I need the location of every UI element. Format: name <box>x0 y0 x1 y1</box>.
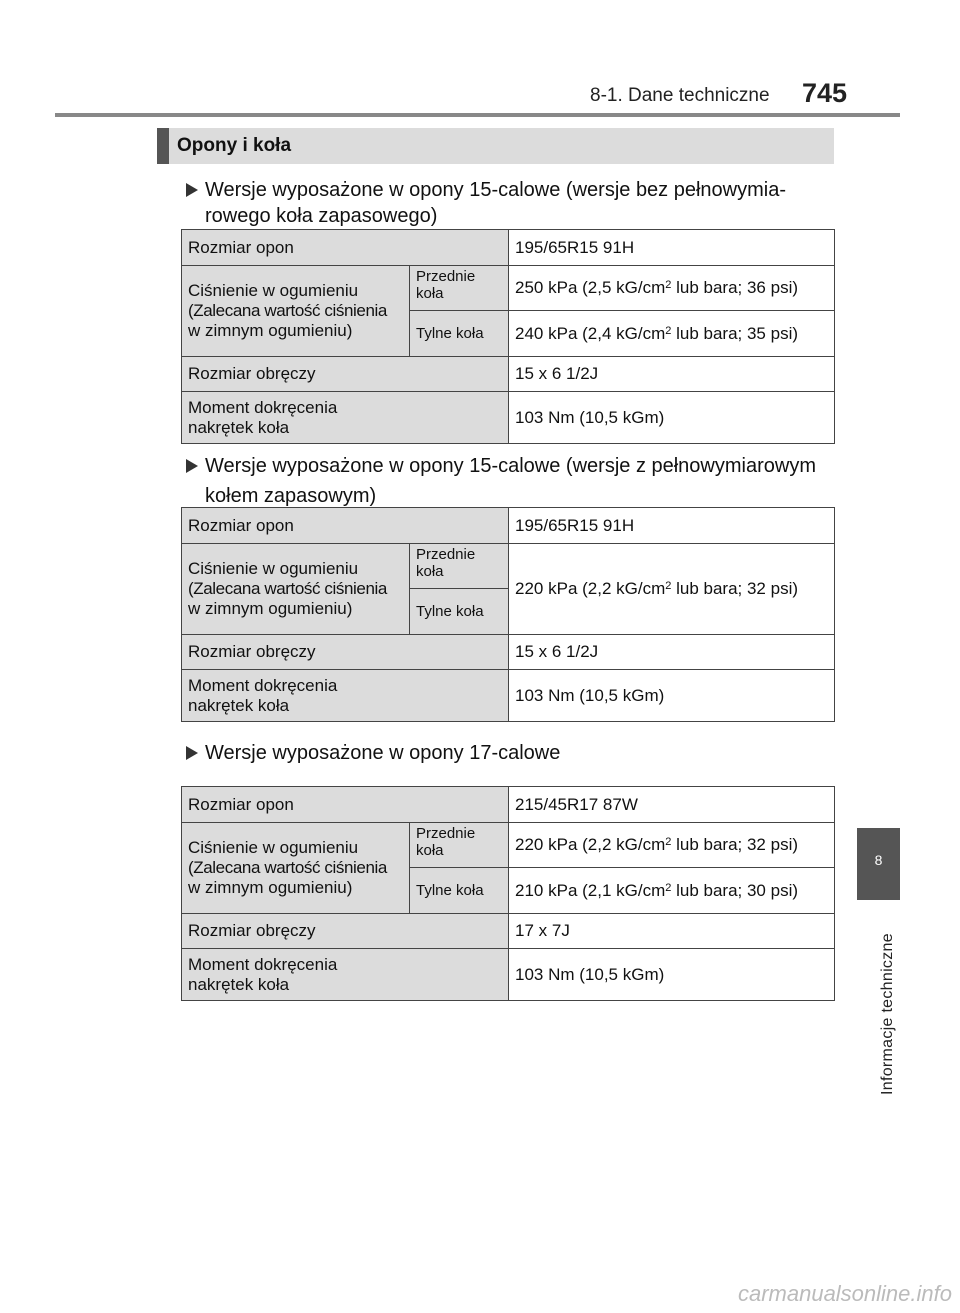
spec-table <box>181 507 835 722</box>
bullet-item <box>186 177 836 229</box>
table-row <box>182 392 835 444</box>
table-row <box>182 787 835 823</box>
table-row <box>182 508 835 544</box>
pressure-label-line: Ciśnienie w ogumieniu <box>188 281 359 300</box>
pressure-label-line: (Zalecana wartość ciśnienia <box>188 579 387 598</box>
table-row <box>182 266 835 311</box>
table-row <box>182 230 835 266</box>
front-pressure-value: 250 kPa (2,5 $kG/cm^2$ lub bara; 36 psi) <box>509 266 835 311</box>
front-wheels-label: Przednie koła <box>410 823 509 868</box>
chapter-number: 8 <box>874 852 883 868</box>
rim-size-label: Rozmiar obręczy <box>182 914 509 949</box>
table-row <box>182 914 835 949</box>
pressure-label <box>182 544 410 635</box>
pressure-label-line: (Zalecana wartość ciśnienia <box>188 858 387 877</box>
table-row <box>182 949 835 1001</box>
section-header: 8-1. Dane techniczne <box>590 85 770 106</box>
table-row <box>182 670 835 722</box>
pressure-value: 220 kPa (2,2 $kG/cm^2$ lub bara; 32 psi) <box>509 544 835 635</box>
rim-size-value: 15 x 6 1/2J <box>509 635 835 670</box>
rear-wheels-label: Tylne koła <box>410 589 509 635</box>
table-row <box>182 357 835 392</box>
section-title-box <box>157 128 834 164</box>
table-row <box>182 823 835 868</box>
front-pressure-value: 220 kPa (2,2 $kG/cm^2$ lub bara; 32 psi) <box>509 823 835 868</box>
torque-value: 103 Nm (10,5 kGm) <box>509 392 835 444</box>
bullet-text: Wersje wyposażone w opony 15-calowe (wersje bez pełnowymia-rowego koła zapasowego) <box>205 179 787 227</box>
pressure-label-line: w zimnym ogumieniu) <box>188 878 353 897</box>
tire-size-value: 195/65R15 91H <box>509 508 835 544</box>
pressure-label-line: (Zalecana wartość ciśnienia <box>188 301 387 320</box>
torque-value: 103 Nm (10,5 kGm) <box>509 949 835 1001</box>
bullet-item <box>186 740 836 766</box>
rear-pressure-value: 210 kPa (2,1 $kG/cm^2$ lub bara; 30 psi) <box>509 868 835 914</box>
front-wheels-label: Przednie koła <box>410 544 509 589</box>
front-wheels-label: Przednie koła <box>410 266 509 311</box>
rim-size-value: 15 x 6 1/2J <box>509 357 835 392</box>
bullet-text: Wersje wyposażone w opony 15-calowe (wersje z pełnowymiarowym kołem zapasowym) <box>205 455 816 507</box>
chapter-label: Informacje techniczne <box>879 933 896 1095</box>
section-title: Opony i koła <box>177 135 292 156</box>
torque-label: Moment dokręcenia nakrętek koła <box>182 392 509 444</box>
spec-table <box>181 786 835 1001</box>
bullet-item <box>186 451 836 511</box>
tire-size-value: 195/65R15 91H <box>509 230 835 266</box>
torque-label: Moment dokręcenia nakrętek koła <box>182 670 509 722</box>
pressure-label <box>182 823 410 914</box>
torque-label: Moment dokręcenia nakrętek koła <box>182 949 509 1001</box>
bullet-text: Wersje wyposażone w opony 17-calowe <box>205 742 561 764</box>
table-row <box>182 635 835 670</box>
spec-table <box>181 229 835 444</box>
watermark: carmanualsonline.info <box>737 1281 952 1306</box>
section-title-bar <box>157 128 169 164</box>
rear-pressure-value: 240 kPa (2,4 $kG/cm^2$ lub bara; 35 psi) <box>509 311 835 357</box>
pressure-label-line: Ciśnienie w ogumieniu <box>188 559 359 578</box>
pressure-label <box>182 266 410 357</box>
rear-wheels-label: Tylne koła <box>410 868 509 914</box>
tire-size-label: Rozmiar opon <box>182 787 509 823</box>
table-row <box>182 544 835 589</box>
page-number: 745 <box>802 78 848 108</box>
bullet-arrow-icon <box>186 746 198 760</box>
pressure-label-line: w zimnym ogumieniu) <box>188 599 353 618</box>
torque-value: 103 Nm (10,5 kGm) <box>509 670 835 722</box>
tire-size-value: 215/45R17 87W <box>509 787 835 823</box>
rear-wheels-label: Tylne koła <box>410 311 509 357</box>
pressure-label-line: w zimnym ogumieniu) <box>188 321 353 340</box>
tire-size-label: Rozmiar opon <box>182 230 509 266</box>
chapter-tab <box>857 828 900 900</box>
bullet-arrow-icon <box>186 459 198 473</box>
bullet-arrow-icon <box>186 183 198 197</box>
rim-size-value: 17 x 7J <box>509 914 835 949</box>
pressure-label-line: Ciśnienie w ogumieniu <box>188 838 359 857</box>
rim-size-label: Rozmiar obręczy <box>182 357 509 392</box>
rim-size-label: Rozmiar obręczy <box>182 635 509 670</box>
tire-size-label: Rozmiar opon <box>182 508 509 544</box>
header-rule <box>55 113 900 117</box>
